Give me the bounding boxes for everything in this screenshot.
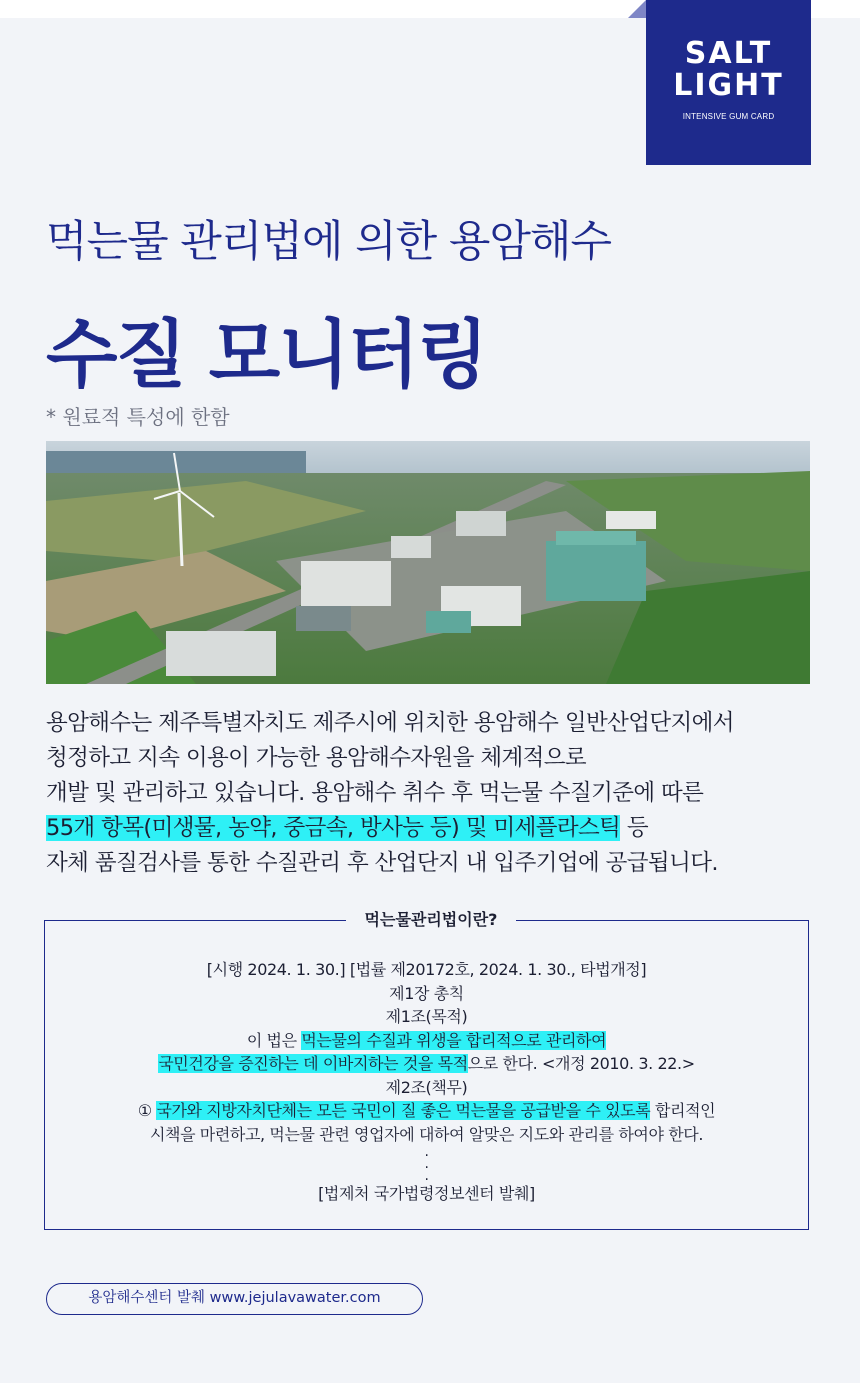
law-source: [법제처 국가법령정보센터 발췌] bbox=[318, 1184, 535, 1203]
description-line-2: 청정하고 지속 이용이 가능한 용암해수자원을 체계적으로 bbox=[46, 745, 587, 771]
law-article-1-highlight-2: 국민건강을 증진하는 데 이바지하는 것을 목적 bbox=[158, 1054, 468, 1073]
law-article-1-post: 으로 한다. <개정 2010. 3. 22.> bbox=[467, 1054, 695, 1073]
brand-name bbox=[646, 38, 811, 102]
ellipsis-dot-3: . bbox=[424, 1168, 429, 1184]
brand-fold-corner bbox=[628, 0, 646, 18]
description-paragraph bbox=[46, 706, 826, 881]
brand-name-line1: SALT bbox=[684, 36, 773, 71]
law-article-1-pre: 이 법은 bbox=[246, 1030, 302, 1050]
brand-logo bbox=[646, 0, 811, 165]
footnote: * 원료적 특성에 한함 bbox=[46, 405, 230, 429]
description-line-5: 자체 품질검사를 통한 수질관리 후 산업단지 내 입주기업에 공급됩니다. bbox=[46, 850, 718, 876]
law-box-title: 먹는물관리법이란? bbox=[346, 908, 516, 932]
law-article-1-heading: 제1조(목적) bbox=[385, 1007, 468, 1026]
brand-tagline: INTENSIVE GUM CARD bbox=[682, 112, 775, 121]
law-excerpt bbox=[44, 958, 809, 1206]
law-article-2-marker: ① bbox=[137, 1101, 157, 1120]
ellipsis-dot-1: . bbox=[424, 1144, 429, 1160]
law-enforcement-line: [시행 2024. 1. 30.] [법률 제20172호, 2024. 1. 30., 타법개정] bbox=[206, 960, 647, 979]
law-article-1-line-1 bbox=[44, 1029, 809, 1053]
law-article-2-line-2: 시책을 마련하고, 먹는물 관련 영업자에 대하여 알맞은 지도와 관리를 하여야 한다. bbox=[149, 1124, 704, 1144]
law-article-2-post: 합리적인 bbox=[650, 1101, 716, 1120]
description-line-3: 개발 및 관리하고 있습니다. 용암해수 취수 후 먹는물 수질기준에 따른 bbox=[46, 780, 704, 806]
law-article-2-heading: 제2조(책무) bbox=[385, 1077, 468, 1097]
source-credit-badge: 용암해수센터 발췌 www.jejulavawater.com bbox=[46, 1283, 423, 1315]
page-title: 수질 모니터링 bbox=[46, 312, 487, 398]
description-line-4-rest: 등 bbox=[620, 815, 648, 841]
page-subtitle: 먹는물 관리법에 의한 용암해수 bbox=[46, 217, 611, 267]
law-article-2-highlight: 국가와 지방자치단체는 모든 국민이 질 좋은 먹는물을 공급받을 수 있도록 bbox=[156, 1101, 651, 1120]
law-article-1-highlight-1: 먹는물의 수질과 위생을 합리적으로 관리하여 bbox=[301, 1030, 607, 1050]
brand-name-line2: LIGHT bbox=[673, 68, 784, 103]
highlighted-test-items: 55개 항목(미생물, 농약, 중금속, 방사능 등) 및 미세플라스틱 bbox=[46, 815, 621, 841]
description-line-1: 용암해수는 제주특별자치도 제주시에 위치한 용암해수 일반산업단지에서 bbox=[46, 710, 734, 736]
law-chapter: 제1장 총칙 bbox=[389, 983, 464, 1003]
law-article-2-line-1 bbox=[44, 1099, 809, 1123]
industrial-complex-aerial-photo bbox=[46, 441, 810, 684]
description-line-4 bbox=[46, 811, 826, 846]
ellipsis-dot-2: . bbox=[424, 1156, 429, 1172]
law-article-1-line-2 bbox=[44, 1052, 809, 1076]
